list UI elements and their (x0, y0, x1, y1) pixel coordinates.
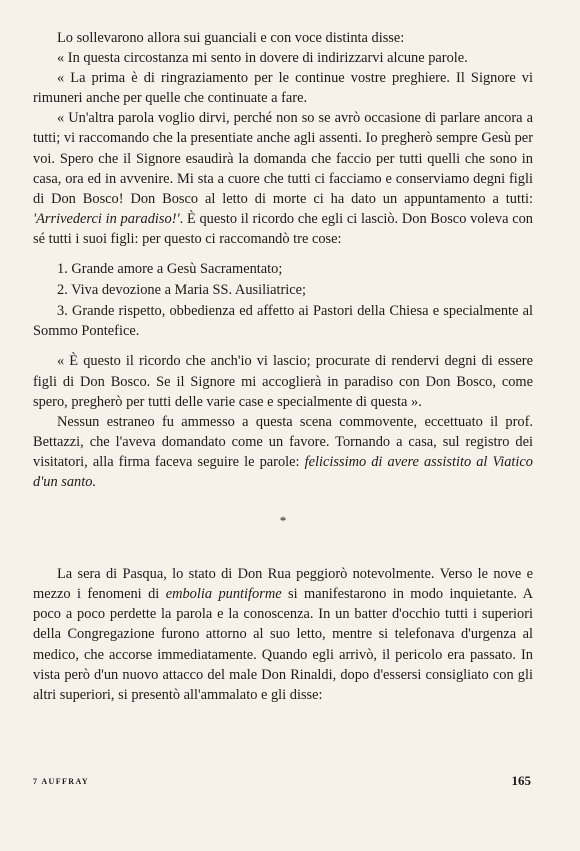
paragraph: Lo sollevarono allora sui guanciali e con voce distinta disse: (57, 30, 405, 46)
signature-mark: 7 AUFFRAY (33, 777, 90, 786)
paragraph (33, 564, 533, 705)
italic-quote: 'Arrivederci in paradiso!' (33, 210, 180, 227)
list-item: 3. Grande rispetto, obbedienza ed affetto ai Pastori della Chiesa e specialmente al Sommo Pontefice. (33, 303, 533, 340)
paragraph (33, 412, 533, 492)
paragraph-text: Nessun estraneo fu ammesso a questa scena commovente, eccettuato il prof. Bettazzi, che l'aveva domandato come un favore. Tornando a casa, sul registro dei visitatori, alla firma faceva seguire le parole: (33, 413, 533, 470)
italic-quote: felicissimo di avere assistito al Viatico d'un santo. (33, 453, 533, 490)
quote-paragraph: « In questa circostanza mi sento in dovere di indirizzarvi alcune parole. (57, 50, 468, 67)
list-item: 1. Grande amore a Gesù Sacramentato; (57, 261, 283, 278)
paragraph-text: La sera di Pasqua, lo stato di Don Rua peggiorò notevolmente. Verso le nove e mezzo i fenomeni di (33, 566, 533, 603)
italic-term: embolia puntiforme (165, 586, 282, 603)
quote-paragraph: « La prima è di ringraziamento per le continue vostre preghiere. Il Signore vi rimuneri anche per quelle che continuate a fare. (33, 70, 533, 107)
paragraph-text: si manifestarono in modo inquietante. A poco a poco perdette la parola e la conoscenza. In un batter d'occhio tutti i superiori della Congregazione furono attorno al suo letto, mentre si telefonava d'urgenza al medico, che accorse immediatamente. Quando egli arrivò, il pericolo era passato. In vista però d'un nuovo attacco del male Don Rinaldi, dopo d'essersi consigliato con gli altri superiori, si presentò all'ammalato e gli disse: (33, 586, 534, 703)
numbered-list (33, 259, 533, 341)
paragraph-text: . È questo il ricordo che egli ci lasciò. Don Bosco voleva con sé tutti i suoi figli: per questo ci raccomandò tre cose: (33, 210, 534, 247)
section-divider: * (279, 513, 287, 529)
quote-paragraph (33, 108, 533, 249)
page-number: 165 (511, 773, 531, 788)
list-item: 2. Viva devozione a Maria SS. Ausiliatrice; (57, 282, 307, 299)
body-text (33, 28, 533, 705)
page-footer (33, 773, 533, 793)
paragraph-text: « Un'altra parola voglio dirvi, perché non so se avrò occasione di parlare ancora a tutti; vi raccomando che la presentiate anche agli assenti. Io pregherò sempre Gesù per voi. Spero che il Signore esaudirà la domanda che faccio per tutti quelli che sono in casa, ora ed in avvenire. Mi sta a cuore che tutti ci facciamo e conserviamo degni figli di Don Bosco! Don Bosco al letto di morte ci ha dato un appuntamento a tutti: (33, 110, 533, 207)
quote-paragraph: « È questo il ricordo che anch'io vi lascio; procurate di rendervi degni di essere figli di Don Bosco. Se il Signore mi accoglierà in paradiso con Don Bosco, come spero, pregherò per tutti delle varie case e specialmente di questa ». (33, 353, 533, 410)
